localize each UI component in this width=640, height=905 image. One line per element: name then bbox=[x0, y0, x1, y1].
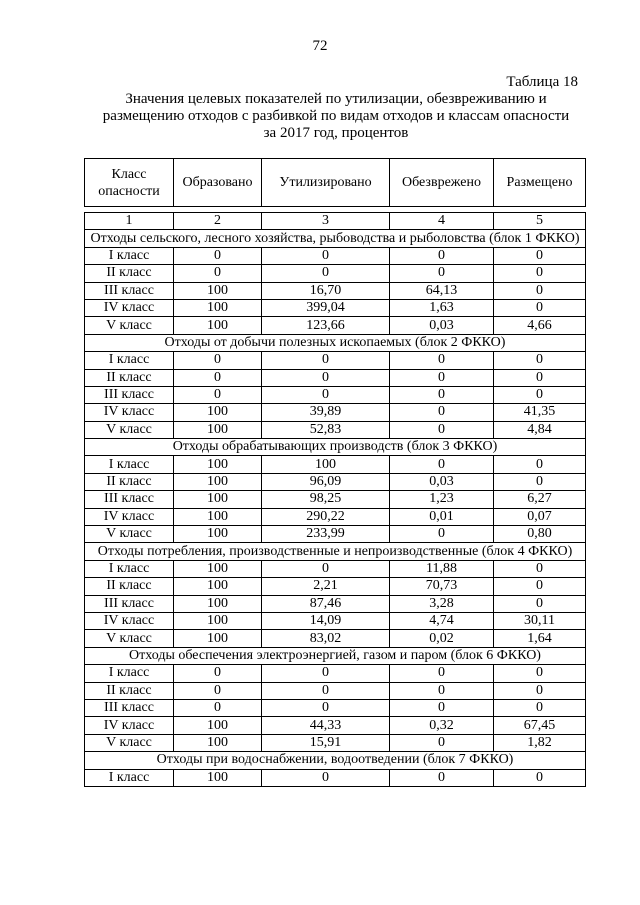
value-cell: 87,46 bbox=[262, 595, 390, 612]
value-cell: 0,02 bbox=[390, 630, 494, 647]
table-row bbox=[85, 699, 586, 716]
section-title: Отходы от добычи полезных ископаемых (блок 2 ФККО) bbox=[85, 334, 586, 351]
value-cell: 0 bbox=[390, 734, 494, 751]
value-cell: 0 bbox=[390, 699, 494, 716]
table-row bbox=[85, 369, 586, 386]
value-cell: 0 bbox=[494, 456, 586, 473]
header-cell-placed: Размещено bbox=[494, 159, 586, 207]
value-cell: 6,27 bbox=[494, 491, 586, 508]
hazard-class-cell: III класс bbox=[85, 699, 174, 716]
value-cell: 0 bbox=[174, 265, 262, 282]
value-cell: 0 bbox=[390, 369, 494, 386]
value-cell: 0 bbox=[494, 769, 586, 786]
value-cell: 100 bbox=[174, 491, 262, 508]
header-cell-class: Класс опасности bbox=[85, 159, 174, 207]
value-cell: 67,45 bbox=[494, 717, 586, 734]
value-cell: 0 bbox=[494, 560, 586, 577]
value-cell: 100 bbox=[174, 526, 262, 543]
page-number: 72 bbox=[312, 38, 328, 54]
hazard-class-cell: III класс bbox=[85, 595, 174, 612]
value-cell: 0 bbox=[262, 352, 390, 369]
value-cell: 3,28 bbox=[390, 595, 494, 612]
value-cell: 100 bbox=[174, 630, 262, 647]
value-cell: 0 bbox=[174, 352, 262, 369]
column-number: 3 bbox=[262, 213, 390, 230]
value-cell: 0,07 bbox=[494, 508, 586, 525]
section-header-row bbox=[85, 230, 586, 247]
value-cell: 14,09 bbox=[262, 612, 390, 629]
value-cell: 100 bbox=[174, 282, 262, 299]
value-cell: 100 bbox=[174, 421, 262, 438]
data-table-body bbox=[85, 213, 586, 787]
value-cell: 98,25 bbox=[262, 491, 390, 508]
section-title: Отходы обрабатывающих производств (блок 3 ФККО) bbox=[85, 439, 586, 456]
table-row bbox=[85, 717, 586, 734]
table-row bbox=[85, 491, 586, 508]
value-cell: 1,64 bbox=[494, 630, 586, 647]
value-cell: 0 bbox=[174, 247, 262, 264]
table-row bbox=[85, 612, 586, 629]
value-cell: 0 bbox=[390, 247, 494, 264]
value-cell: 100 bbox=[174, 578, 262, 595]
hazard-class-cell: V класс bbox=[85, 734, 174, 751]
value-cell: 0 bbox=[262, 665, 390, 682]
value-cell: 233,99 bbox=[262, 526, 390, 543]
value-cell: 0 bbox=[494, 699, 586, 716]
value-cell: 100 bbox=[174, 595, 262, 612]
value-cell: 0,80 bbox=[494, 526, 586, 543]
value-cell: 100 bbox=[174, 317, 262, 334]
value-cell: 0 bbox=[390, 769, 494, 786]
table-row bbox=[85, 282, 586, 299]
table-row bbox=[85, 299, 586, 316]
hazard-class-cell: V класс bbox=[85, 630, 174, 647]
value-cell: 0 bbox=[494, 595, 586, 612]
hazard-class-cell: II класс bbox=[85, 682, 174, 699]
data-table bbox=[84, 212, 586, 787]
value-cell: 0,32 bbox=[390, 717, 494, 734]
value-cell: 0 bbox=[494, 247, 586, 264]
table-row bbox=[85, 508, 586, 525]
value-cell: 0 bbox=[262, 386, 390, 403]
value-cell: 52,83 bbox=[262, 421, 390, 438]
section-title: Отходы обеспечения электроэнергией, газом и паром (блок 6 ФККО) bbox=[85, 647, 586, 664]
value-cell: 0 bbox=[262, 769, 390, 786]
section-header-row bbox=[85, 752, 586, 769]
table-label: Таблица 18 bbox=[506, 74, 578, 90]
value-cell: 0 bbox=[390, 665, 494, 682]
value-cell: 100 bbox=[174, 717, 262, 734]
value-cell: 0 bbox=[494, 578, 586, 595]
value-cell: 0 bbox=[262, 682, 390, 699]
value-cell: 0 bbox=[390, 682, 494, 699]
value-cell: 0 bbox=[390, 386, 494, 403]
hazard-class-cell: V класс bbox=[85, 317, 174, 334]
value-cell: 4,74 bbox=[390, 612, 494, 629]
table-row bbox=[85, 682, 586, 699]
value-cell: 1,82 bbox=[494, 734, 586, 751]
table-row bbox=[85, 595, 586, 612]
hazard-class-cell: V класс bbox=[85, 526, 174, 543]
table-header bbox=[84, 158, 586, 207]
table-row bbox=[85, 247, 586, 264]
value-cell: 0 bbox=[494, 282, 586, 299]
value-cell: 0 bbox=[262, 699, 390, 716]
section-title: Отходы при водоснабжении, водоотведении (блок 7 ФККО) bbox=[85, 752, 586, 769]
value-cell: 100 bbox=[174, 734, 262, 751]
hazard-class-cell: II класс bbox=[85, 473, 174, 490]
value-cell: 0,03 bbox=[390, 473, 494, 490]
hazard-class-cell: V класс bbox=[85, 421, 174, 438]
value-cell: 100 bbox=[174, 404, 262, 421]
value-cell: 1,63 bbox=[390, 299, 494, 316]
value-cell: 100 bbox=[174, 299, 262, 316]
value-cell: 123,66 bbox=[262, 317, 390, 334]
value-cell: 0 bbox=[494, 386, 586, 403]
value-cell: 0 bbox=[174, 386, 262, 403]
value-cell: 0 bbox=[390, 456, 494, 473]
value-cell: 4,66 bbox=[494, 317, 586, 334]
title-line: Значения целевых показателей по утилизации, обезвреживанию и bbox=[125, 91, 547, 107]
table-row bbox=[85, 769, 586, 786]
table-row bbox=[85, 386, 586, 403]
value-cell: 100 bbox=[174, 508, 262, 525]
hazard-class-cell: III класс bbox=[85, 491, 174, 508]
hazard-class-cell: I класс bbox=[85, 352, 174, 369]
table-title bbox=[86, 91, 586, 142]
hazard-class-cell: IV класс bbox=[85, 717, 174, 734]
value-cell: 0 bbox=[262, 247, 390, 264]
title-line: за 2017 год, процентов bbox=[263, 125, 409, 141]
table-row bbox=[85, 630, 586, 647]
hazard-class-cell: III класс bbox=[85, 282, 174, 299]
title-line: размещению отходов с разбивкой по видам отходов и классам опасности bbox=[102, 108, 570, 124]
value-cell: 0 bbox=[174, 369, 262, 386]
value-cell: 100 bbox=[174, 456, 262, 473]
value-cell: 399,04 bbox=[262, 299, 390, 316]
value-cell: 0 bbox=[390, 265, 494, 282]
table-row bbox=[85, 665, 586, 682]
value-cell: 0 bbox=[494, 369, 586, 386]
section-title: Отходы сельского, лесного хозяйства, рыбоводства и рыболовства (блок 1 ФККО) bbox=[85, 230, 586, 247]
header-cell-utilized: Утилизировано bbox=[262, 159, 390, 207]
table-row bbox=[85, 456, 586, 473]
value-cell: 83,02 bbox=[262, 630, 390, 647]
hazard-class-cell: I класс bbox=[85, 769, 174, 786]
hazard-class-cell: II класс bbox=[85, 578, 174, 595]
table-row bbox=[85, 578, 586, 595]
section-header-row bbox=[85, 439, 586, 456]
value-cell: 0 bbox=[390, 352, 494, 369]
hazard-class-cell: IV класс bbox=[85, 612, 174, 629]
table-row bbox=[85, 317, 586, 334]
column-number: 4 bbox=[390, 213, 494, 230]
section-header-row bbox=[85, 543, 586, 560]
hazard-class-cell: I класс bbox=[85, 560, 174, 577]
column-number: 1 bbox=[85, 213, 174, 230]
value-cell: 64,13 bbox=[390, 282, 494, 299]
value-cell: 0 bbox=[174, 682, 262, 699]
value-cell: 0 bbox=[494, 682, 586, 699]
hazard-class-cell: IV класс bbox=[85, 404, 174, 421]
value-cell: 0 bbox=[174, 665, 262, 682]
section-header-row bbox=[85, 334, 586, 351]
value-cell: 0 bbox=[174, 699, 262, 716]
hazard-class-cell: IV класс bbox=[85, 508, 174, 525]
value-cell: 0 bbox=[494, 665, 586, 682]
value-cell: 100 bbox=[174, 612, 262, 629]
value-cell: 4,84 bbox=[494, 421, 586, 438]
value-cell: 30,11 bbox=[494, 612, 586, 629]
value-cell: 41,35 bbox=[494, 404, 586, 421]
column-number: 2 bbox=[174, 213, 262, 230]
hazard-class-cell: II класс bbox=[85, 369, 174, 386]
hazard-class-cell: I класс bbox=[85, 247, 174, 264]
header-cell-formed: Образовано bbox=[174, 159, 262, 207]
hazard-class-cell: I класс bbox=[85, 665, 174, 682]
hazard-class-cell: IV класс bbox=[85, 299, 174, 316]
value-cell: 44,33 bbox=[262, 717, 390, 734]
value-cell: 2,21 bbox=[262, 578, 390, 595]
value-cell: 0,03 bbox=[390, 317, 494, 334]
table-row bbox=[85, 526, 586, 543]
table-row bbox=[85, 265, 586, 282]
table-row bbox=[85, 352, 586, 369]
section-header-row bbox=[85, 647, 586, 664]
value-cell: 15,91 bbox=[262, 734, 390, 751]
hazard-class-cell: I класс bbox=[85, 456, 174, 473]
value-cell: 11,88 bbox=[390, 560, 494, 577]
value-cell: 0 bbox=[494, 473, 586, 490]
value-cell: 70,73 bbox=[390, 578, 494, 595]
value-cell: 0 bbox=[262, 265, 390, 282]
value-cell: 0 bbox=[390, 404, 494, 421]
table-row bbox=[85, 734, 586, 751]
section-title: Отходы потребления, производственные и непроизводственные (блок 4 ФККО) bbox=[85, 543, 586, 560]
value-cell: 0 bbox=[390, 526, 494, 543]
table-row bbox=[85, 560, 586, 577]
value-cell: 16,70 bbox=[262, 282, 390, 299]
value-cell: 0 bbox=[390, 421, 494, 438]
hazard-class-cell: II класс bbox=[85, 265, 174, 282]
value-cell: 100 bbox=[174, 560, 262, 577]
value-cell: 0,01 bbox=[390, 508, 494, 525]
value-cell: 0 bbox=[262, 560, 390, 577]
value-cell: 0 bbox=[494, 352, 586, 369]
value-cell: 0 bbox=[262, 369, 390, 386]
header-cell-neutralized: Обезврежено bbox=[390, 159, 494, 207]
table-row bbox=[85, 473, 586, 490]
value-cell: 100 bbox=[262, 456, 390, 473]
header-row bbox=[85, 159, 586, 207]
column-number-row bbox=[85, 213, 586, 230]
value-cell: 100 bbox=[174, 473, 262, 490]
value-cell: 100 bbox=[174, 769, 262, 786]
value-cell: 290,22 bbox=[262, 508, 390, 525]
value-cell: 39,89 bbox=[262, 404, 390, 421]
value-cell: 0 bbox=[494, 299, 586, 316]
value-cell: 1,23 bbox=[390, 491, 494, 508]
value-cell: 96,09 bbox=[262, 473, 390, 490]
value-cell: 0 bbox=[494, 265, 586, 282]
table-row bbox=[85, 404, 586, 421]
column-number: 5 bbox=[494, 213, 586, 230]
table-row bbox=[85, 421, 586, 438]
hazard-class-cell: III класс bbox=[85, 386, 174, 403]
